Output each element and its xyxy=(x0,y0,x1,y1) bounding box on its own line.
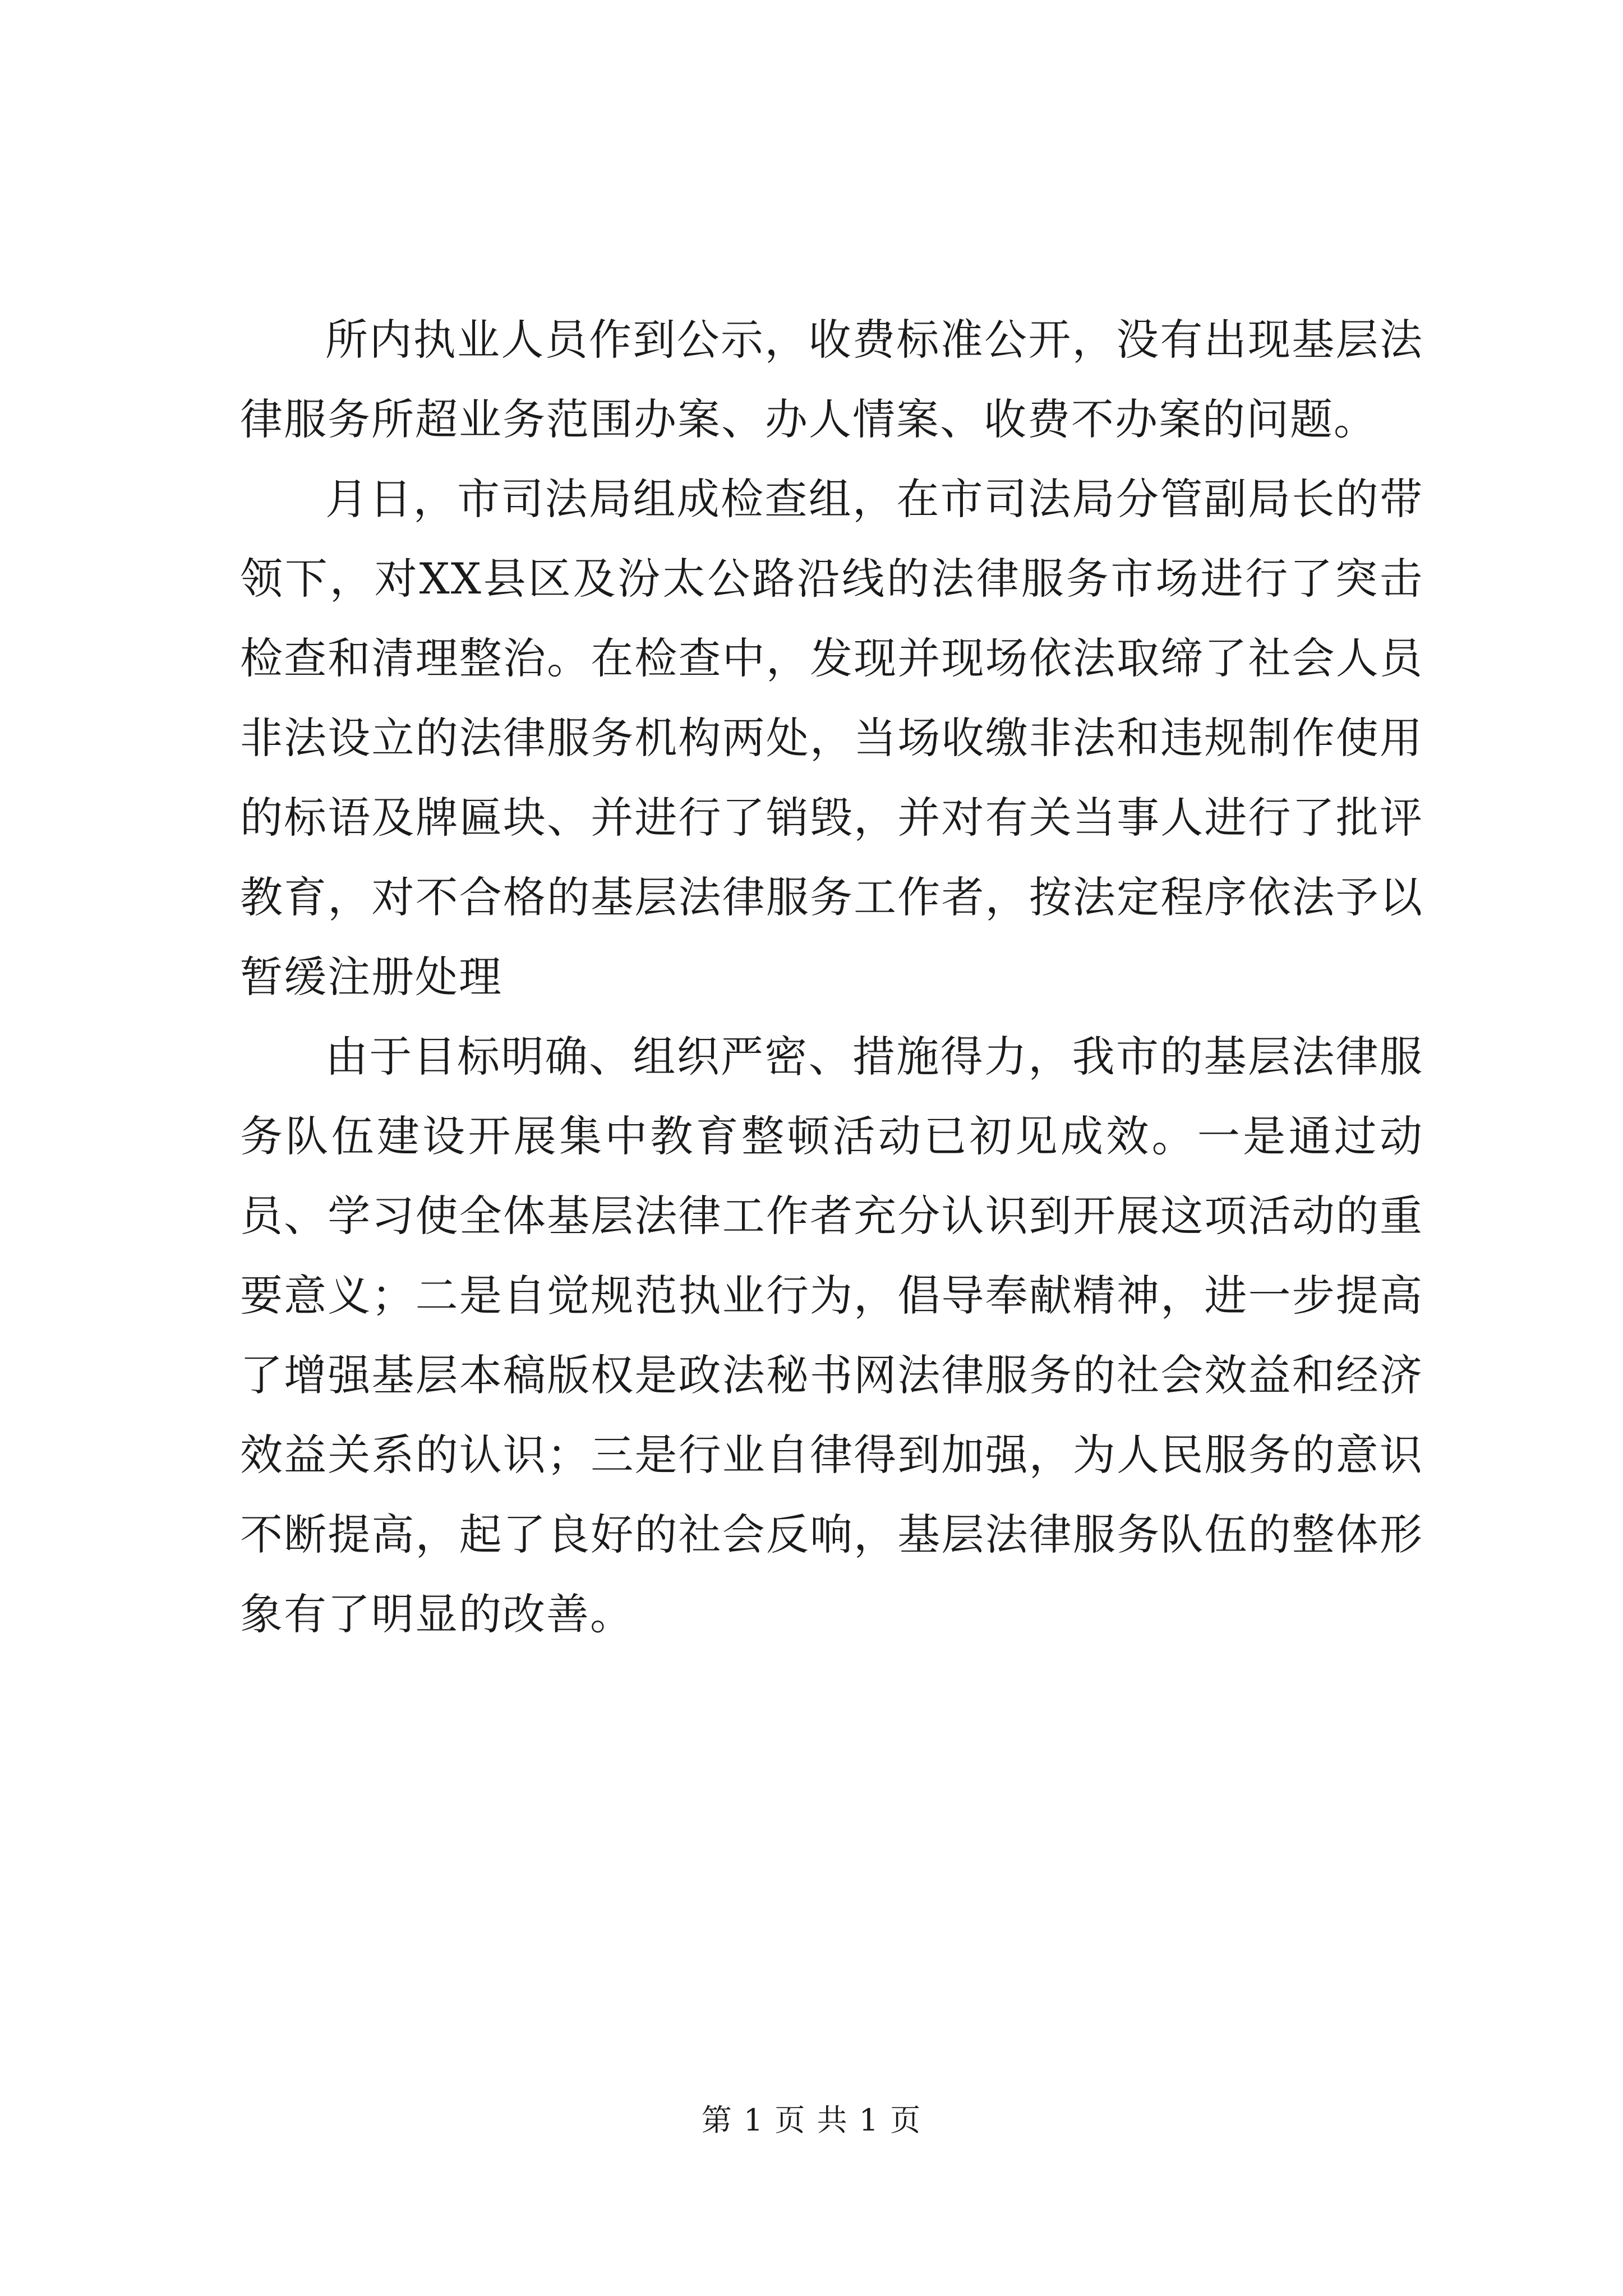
document-body xyxy=(240,300,1423,1654)
paragraph-1: 所内执业人员作到公示，收费标准公开，没有出现基层法律服务所超业务范围办案、办人情案、收费不办案的问题。 xyxy=(240,315,1423,444)
paragraph-2: 月日，市司法局组成检查组，在市司法局分管副局长的带领下，对XX县区及汾太公路沿线的法律服务市场进行了突击检查和清理整治。在检查中，发现并现场依法取缔了社会人员非法设立的法律服务机构两处，当场收缴非法和违规制作使用的标语及牌匾块、并进行了销毁，并对有关当事人进行了批评教育，对不合格的基层法律服务工作者，按法定程序依法予以暂缓注册处理 xyxy=(240,474,1423,1002)
page-number-label: 第 1 页 共 1 页 xyxy=(701,2102,922,2138)
paragraph-3: 由于目标明确、组织严密、措施得力，我市的基层法律服务队伍建设开展集中教育整顿活动已初见成效。一是通过动员、学习使全体基层法律工作者充分认识到开展这项活动的重要意义；二是自觉规范执业行为，倡导奉献精神，进一步提高了增强基层本稿版权是政法秘书网法律服务的社会效益和经济效益关系的认识；三是行业自律得到加强，为人民服务的意识不断提高，起了良好的社会反响，基层法律服务队伍的整体形象有了明显的改善。 xyxy=(240,1032,1423,1639)
page-footer xyxy=(0,2101,1623,2140)
